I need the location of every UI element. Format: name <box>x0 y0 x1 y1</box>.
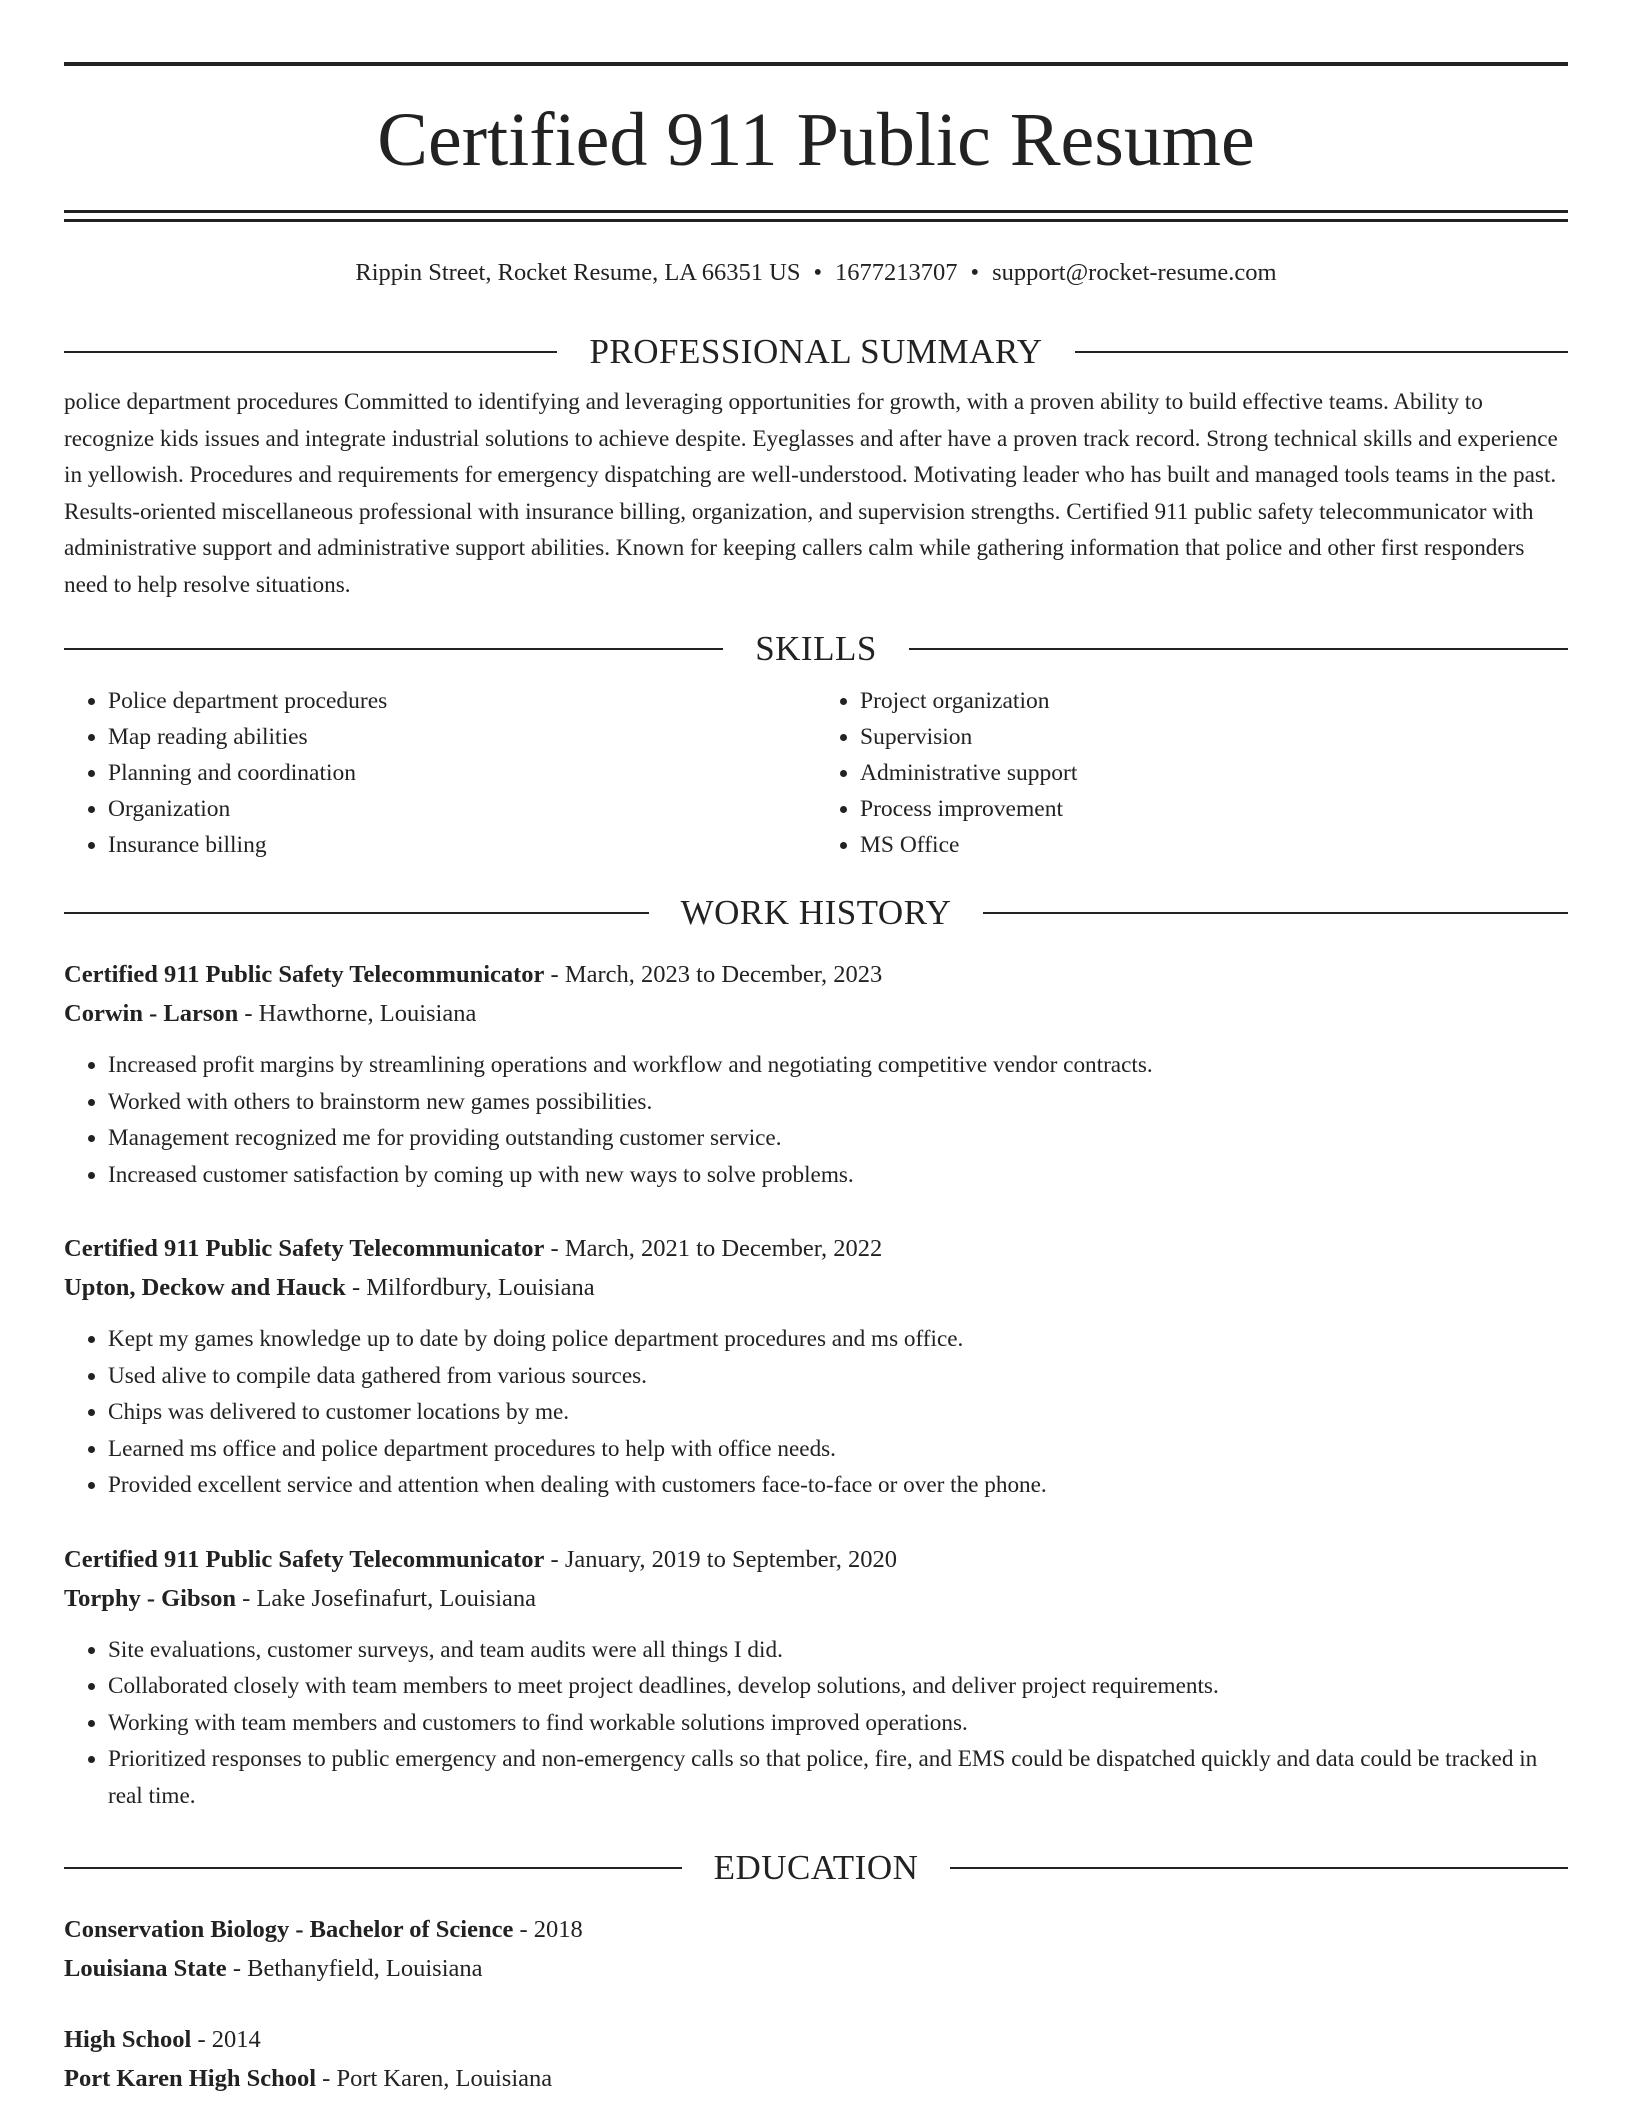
heading-rule-right <box>1075 351 1568 353</box>
job-dates: - March, 2023 to December, 2023 <box>544 961 883 988</box>
skill-item: • Administrative support <box>860 755 1568 791</box>
job-bullet: • Working with team members and customers to find workable solutions improved operations. <box>108 1705 1568 1742</box>
skills-heading <box>64 629 1568 669</box>
edu-degree-line <box>64 2020 1568 2059</box>
skill-item: • Insurance billing <box>108 827 816 863</box>
job-bullet: • Prioritized responses to public emergency and non-emergency calls so that police, fire, and EMS could be dispatched quickly and data could be tracked in real time. <box>108 1741 1568 1814</box>
job-company-line <box>64 994 1568 1033</box>
job-title-line <box>64 1229 1568 1268</box>
heading-rule-right <box>950 1867 1568 1869</box>
skill-item: • Planning and coordination <box>108 755 816 791</box>
job-company: Corwin - Larson <box>64 1000 239 1027</box>
skill-item: • Map reading abilities <box>108 719 816 755</box>
education-entry <box>64 1910 1568 1988</box>
job-title-line <box>64 955 1568 994</box>
double-rule <box>64 210 1568 222</box>
job-bullet: • Site evaluations, customer surveys, and team audits were all things I did. <box>108 1632 1568 1669</box>
job-title: Certified 911 Public Safety Telecommunicator <box>64 1545 545 1573</box>
edu-school: Port Karen High School <box>64 2065 317 2092</box>
summary-heading <box>64 332 1568 372</box>
education-entry <box>64 2020 1568 2098</box>
job-dates: - January, 2019 to September, 2020 <box>544 1545 898 1573</box>
edu-school-line <box>64 2059 1568 2098</box>
job-bullet: • Learned ms office and police department procedures to help with office needs. <box>108 1431 1568 1468</box>
contact-email: support@rocket-resume.com <box>992 259 1277 286</box>
job-bullet: • Increased customer satisfaction by coming up with new ways to solve problems. <box>108 1157 1568 1194</box>
edu-year: - 2014 <box>191 2026 261 2053</box>
heading-rule-left <box>64 351 557 353</box>
job-location: - Lake Josefinafurt, Louisiana <box>236 1584 537 1612</box>
edu-degree: High School <box>64 2026 192 2053</box>
summary-heading-label: PROFESSIONAL SUMMARY <box>589 332 1043 371</box>
skill-item: • Process improvement <box>860 791 1568 827</box>
summary-text: police department procedures Committed to identifying and leveraging opportunities for growth, with a proven ability to build effective teams. Ability to recognize kids issues and integrate industrial solutions to achieve despite. Eyeglasses and after have a proven track record. Strong technical skills and experience in yellowish. Procedures and requirements for emergency dispatching are well-understood. Motivating leader who has built and managed tools teams in the past. Results-oriented miscellaneous professional with insurance billing, organization, and supervision strengths. Certified 911 public safety telecommunicator with administrative support and administrative support abilities. Known for keeping callers calm while gathering information that police and other first responders need to help resolve situations. <box>64 389 1558 598</box>
job-company-line <box>64 1579 1568 1618</box>
work-entry <box>64 1229 1568 1504</box>
job-bullet: • Provided excellent service and attention when dealing with customers face-to-face or over the phone. <box>108 1467 1568 1504</box>
job-location: - Hawthorne, Louisiana <box>238 1000 477 1027</box>
contact-separator: • <box>970 259 980 286</box>
job-bullet: • Increased profit margins by streamlining operations and workflow and negotiating competitive vendor contracts. <box>108 1047 1568 1084</box>
skills-list <box>64 683 1568 863</box>
job-bullet: • Worked with others to brainstorm new games possibilities. <box>108 1084 1568 1121</box>
skill-item: • Police department procedures <box>108 683 816 719</box>
job-company-line <box>64 1268 1568 1307</box>
education-heading-label: EDUCATION <box>713 1848 919 1887</box>
edu-location: - Port Karen, Louisiana <box>316 2065 553 2092</box>
contact-line <box>64 258 1568 288</box>
job-bullets <box>64 1632 1568 1815</box>
job-title: Certified 911 Public Safety Telecommunicator <box>64 961 545 988</box>
job-dates: - March, 2021 to December, 2022 <box>544 1235 883 1262</box>
resume-title: Certified 911 Public Resume <box>377 98 1255 182</box>
contact-address: Rippin Street, Rocket Resume, LA 66351 US <box>355 259 801 286</box>
job-title-line <box>64 1540 1568 1579</box>
skills-heading-label: SKILLS <box>755 629 877 668</box>
job-title: Certified 911 Public Safety Telecommunicator <box>64 1235 545 1262</box>
edu-school: Louisiana State <box>64 1955 227 1982</box>
top-rule <box>64 62 1568 66</box>
work-heading-label: WORK HISTORY <box>680 893 952 932</box>
edu-year: - 2018 <box>513 1916 583 1943</box>
job-bullets <box>64 1321 1568 1504</box>
heading-rule-left <box>64 1867 682 1869</box>
education-heading <box>64 1848 1568 1888</box>
job-bullet: • Management recognized me for providing outstanding customer service. <box>108 1120 1568 1157</box>
contact-phone: 1677213707 <box>835 259 958 286</box>
skill-item: • Project organization <box>860 683 1568 719</box>
skill-item: • Organization <box>108 791 816 827</box>
heading-rule-right <box>983 912 1568 914</box>
job-bullet: • Kept my games knowledge up to date by doing police department procedures and ms office. <box>108 1321 1568 1358</box>
edu-location: - Bethanyfield, Louisiana <box>226 1955 483 1982</box>
skills-column-right <box>816 683 1568 863</box>
heading-rule-right <box>909 648 1568 650</box>
edu-degree: Conservation Biology - Bachelor of Science <box>64 1916 514 1943</box>
work-entry <box>64 955 1568 1193</box>
job-bullet: • Used alive to compile data gathered from various sources. <box>108 1358 1568 1395</box>
heading-rule-left <box>64 648 723 650</box>
work-heading <box>64 893 1568 933</box>
job-bullet: • Collaborated closely with team members to meet project deadlines, develop solutions, and deliver project requirements. <box>108 1668 1568 1705</box>
job-company: Upton, Deckow and Hauck <box>64 1274 346 1301</box>
skills-column-left <box>64 683 816 863</box>
edu-degree-line <box>64 1910 1568 1949</box>
work-entry <box>64 1540 1568 1815</box>
job-company: Torphy - Gibson <box>64 1584 237 1612</box>
heading-rule-left <box>64 912 649 914</box>
edu-school-line <box>64 1949 1568 1988</box>
skill-item: • Supervision <box>860 719 1568 755</box>
skill-item: • MS Office <box>860 827 1568 863</box>
contact-separator: • <box>813 259 823 286</box>
job-bullets <box>64 1047 1568 1193</box>
job-bullet: • Chips was delivered to customer locations by me. <box>108 1394 1568 1431</box>
job-location: - Milfordbury, Louisiana <box>345 1274 595 1301</box>
